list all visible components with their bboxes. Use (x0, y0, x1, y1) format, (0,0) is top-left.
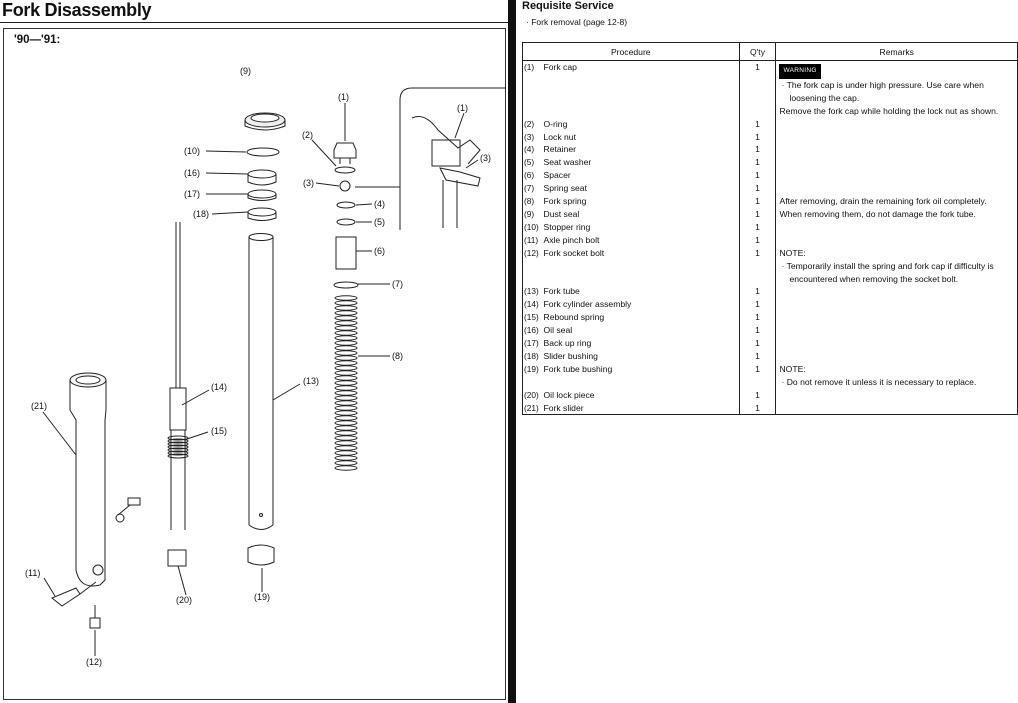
callout-16: (16) (184, 168, 201, 178)
table-row: (11) Axle pinch bolt 1 (523, 234, 1018, 247)
spring-coil (335, 401, 357, 405)
table-row: (13) Fork tube 1 (523, 285, 1018, 298)
callout-2: (2) (302, 130, 313, 140)
callout-21: (21) (31, 401, 48, 411)
callout-20: (20) (176, 595, 193, 605)
table-row: (9) Dust seal 1 When removing them, do not damage the fork tube. (523, 208, 1018, 221)
table-header-row (523, 43, 1018, 61)
remarks-dust-seal: When removing them, do not damage the fork tube. (776, 208, 1018, 221)
procedure-table (522, 42, 1018, 415)
table-row: (16) Oil seal 1 (523, 324, 1018, 337)
spring-coil (335, 296, 357, 300)
header-procedure: Procedure (523, 43, 740, 61)
table-row: (5) Seat washer 1 (523, 156, 1018, 169)
spring-coil (335, 436, 357, 440)
table-row: (10) Stopper ring 1 (523, 221, 1018, 234)
callout-19: (19) (254, 592, 271, 602)
spring-coil (335, 371, 357, 375)
header-remarks: Remarks (776, 43, 1018, 61)
callout-7: (7) (392, 279, 403, 289)
warning-badge: WARNING (779, 64, 820, 79)
table-row: (6) Spacer 1 (523, 169, 1018, 182)
requisite-service-item: · Fork removal (page 12-8) (526, 17, 628, 27)
spring-coil (335, 406, 357, 410)
right-page (516, 0, 1018, 703)
spring-coil (335, 341, 357, 345)
table-row: (17) Back up ring 1 (523, 337, 1018, 350)
callout-4: (4) (374, 199, 385, 209)
callout-18: (18) (193, 209, 210, 219)
inset-callout-3: (3) (480, 153, 491, 163)
spring-coil (335, 306, 357, 310)
table-row: (15) Rebound spring 1 (523, 311, 1018, 324)
spring-coil (335, 446, 357, 450)
remarks-fork-spring: After removing, drain the remaining fork oil completely. (776, 195, 1018, 208)
table-row: (1) Fork cap 1 WARNING · The fork cap is under high pressure. Use care when loosening the cap. Remove the fork cap while holding the lock nut as shown. (523, 61, 1018, 92)
spring-coil (335, 431, 357, 435)
callout-10: (10) (184, 146, 201, 156)
callout-12: (12) (86, 657, 103, 667)
table-row: (18) Slider bushing 1 (523, 350, 1018, 363)
header-qty: Q'ty (739, 43, 776, 61)
remarks-socket-bolt: NOTE: · Temporarily install the spring and fork cap if difficulty is encountered when removing the socket bolt. (776, 247, 1018, 286)
spring-coil (335, 451, 357, 455)
spring-coil (335, 381, 357, 385)
spring-coil (335, 411, 357, 415)
requisite-service-title: Requisite Service (522, 0, 614, 12)
spring-coil (335, 421, 357, 425)
spring-coil (335, 346, 357, 350)
callout-11: (11) (25, 568, 41, 578)
page-gutter (508, 0, 516, 703)
model-years: '90—'91: (14, 34, 61, 46)
spring-coil (335, 336, 357, 340)
spring-coil (335, 301, 357, 305)
left-page (0, 0, 508, 703)
spring-coil (335, 351, 357, 355)
spring-coil (335, 361, 357, 365)
table-row: (21) Fork slider 1 (523, 402, 1018, 415)
spring-coil (335, 331, 357, 335)
callout-14: (14) (211, 382, 228, 392)
spring-coil (335, 356, 357, 360)
callout-8: (8) (392, 351, 403, 361)
callout-1: (1) (338, 92, 349, 102)
table-row: (7) Spring seat 1 (523, 182, 1018, 195)
callout-9: (9) (240, 66, 251, 76)
spring-coil (335, 366, 357, 370)
table-row: (4) Retainer 1 (523, 143, 1018, 156)
spring-coil (335, 316, 357, 320)
table-row: (12) Fork socket bolt 1 NOTE: · Temporarily install the spring and fork cap if difficulty is encountered when removing the socket bolt. (523, 247, 1018, 264)
spring-coil (335, 391, 357, 395)
spring-coil (335, 426, 357, 430)
spring-coil (335, 311, 357, 315)
callout-6: (6) (374, 246, 385, 256)
spring-coil (335, 461, 357, 465)
remarks-fork-cap: WARNING · The fork cap is under high pressure. Use care when loosening the cap. Remove the fork cap while holding the lock nut as shown. (776, 61, 1018, 118)
spring-coil (335, 441, 357, 445)
callout-15: (15) (211, 426, 228, 436)
remarks-tube-bushing: NOTE: · Do not remove it unless it is necessary to replace. (776, 363, 1018, 389)
callout-13: (13) (303, 376, 320, 386)
table-row: (20) Oil lock piece 1 (523, 389, 1018, 402)
callout-17: (17) (184, 189, 201, 199)
callout-5: (5) (374, 217, 385, 227)
table-row: (8) Fork spring 1 After removing, drain the remaining fork oil completely. (523, 195, 1018, 208)
spring-coil (335, 396, 357, 400)
table-row: (14) Fork cylinder assembly 1 (523, 298, 1018, 311)
table-row: (3) Lock nut 1 (523, 131, 1018, 144)
spring-coil (335, 466, 357, 470)
table-row: (19) Fork tube bushing 1 NOTE: · Do not remove it unless it is necessary to replace. (523, 363, 1018, 379)
spring-coil (335, 376, 357, 380)
table-row: (2) O-ring 1 (523, 118, 1018, 131)
page-title: Fork Disassembly (2, 0, 152, 20)
spring-coil (335, 321, 357, 325)
exploded-fork-diagram (0, 0, 508, 703)
callout-3: (3) (303, 178, 314, 188)
spring-coil (335, 456, 357, 460)
spring-coil (335, 326, 357, 330)
spring-coil (335, 386, 357, 390)
inset-callout-1: (1) (457, 103, 468, 113)
spring-coil (335, 416, 357, 420)
